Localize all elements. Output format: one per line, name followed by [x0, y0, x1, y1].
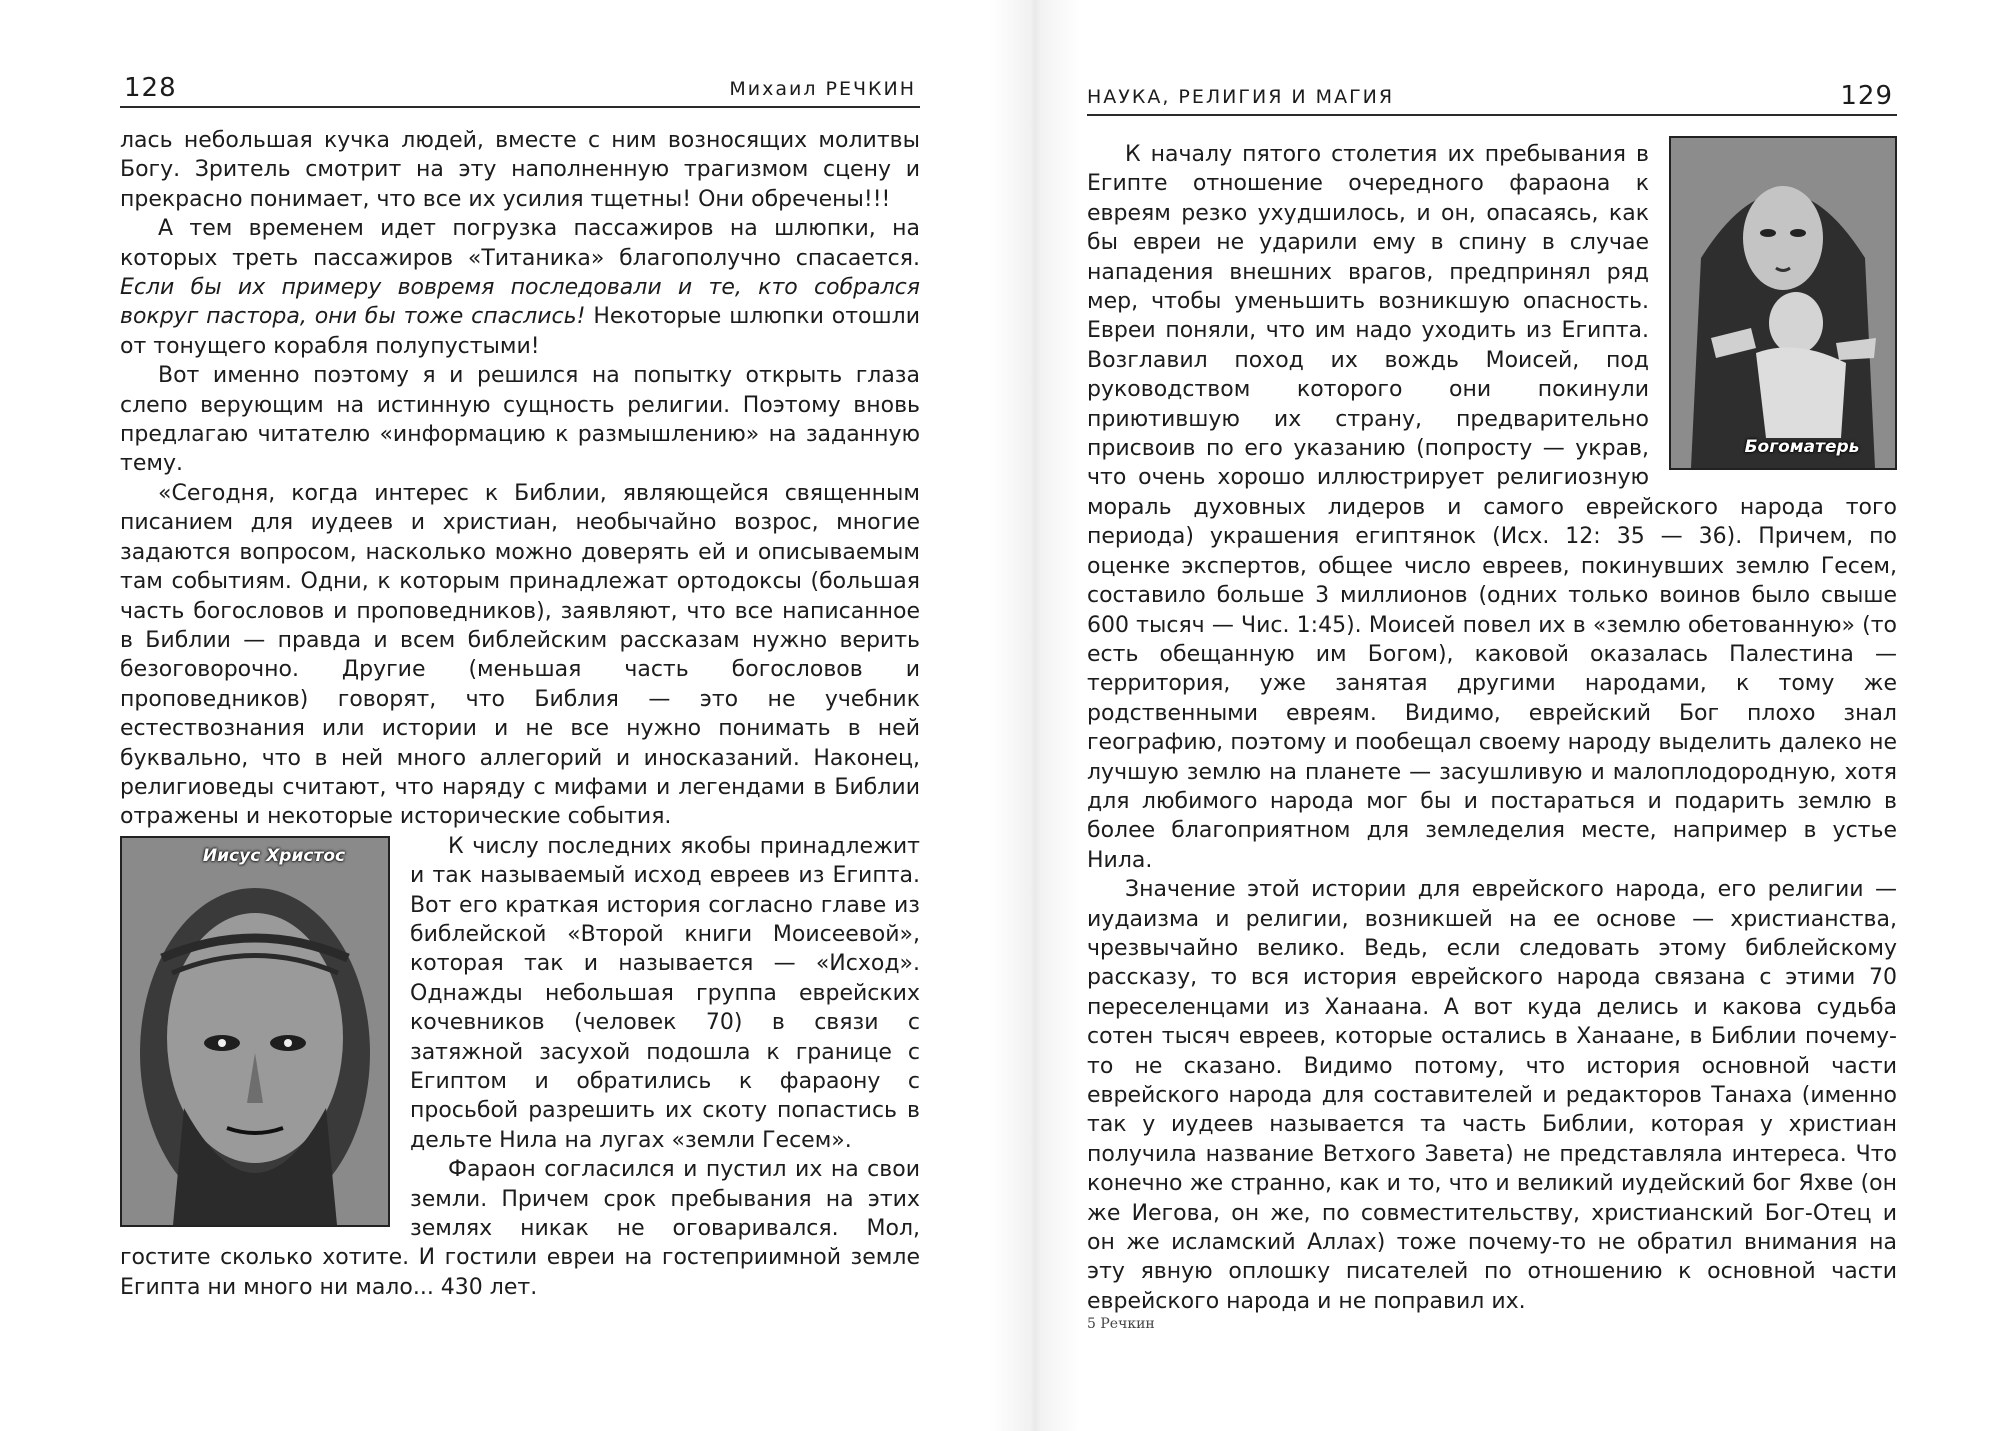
paragraph: [120, 832, 920, 1155]
paragraph-text: К числу последних якобы принадлежит и так называемый исход евреев из Египта. Вот его краткая история согласно главе из библейской «Второй книги Моисеевой», которая так и называется — «Исход». Однажды небольшая группа еврейских кочевников (человек 70) в связи с затяжной засухой подошла к границе с Египтом и обратились к фараону с просьбой разрешить их скоту попастись в дельте Нила на лугах «земли Гесем».: [410, 833, 920, 1153]
paragraph: [1087, 140, 1897, 875]
italic-text: Если бы их примеру вовремя последовали и те, кто собрался вокруг пастора, они бы тоже спаслись!: [120, 275, 920, 330]
left-running-head: Михаил РЕЧКИН: [729, 78, 916, 100]
left-running-header: [120, 70, 920, 108]
jesus-portrait-image: [122, 838, 388, 1225]
right-running-header: [1087, 78, 1897, 116]
figure-mary: [1669, 136, 1897, 470]
paragraph-text: К началу пятого столетия их пребывания в Египте отношение очередного фараона к евреям резко ухудшилось, и он, опасаясь, как бы евреи не ударили ему в спину в случае нападения внешних врагов, предпринял ряд мер, чтобы уменьшить возникшую опасность. Евреи поняли, что им надо уходить из Египта. Возглавил поход их вождь Моисей, под руководством которого они покинули приютившую их страну, предварительно присвоив по его указанию (попросту — украв, что очень хорошо иллюстрирует религиозную мораль духовных лидеров и самого еврейского народа того периода) украшения египтянок (Исх. 12: 35 — 36). Причем, по оценке экспертов, общее число евреев, покинувших землю Гесем, составило больше 3 миллионов (одних только воинов было свыше 600 тысяч — Чис. 1:45). Моисей повел их в «землю обетованную» (то есть обещанную им Богом), каковой оказалась Палестина — территория, уже занятая другими народами, к тому же родственными евреям. Видимо, еврейский Бог плохо знал географию, поэтому и пообещал своему народу выделить далеко не лучшую землю на планете — засушливую и малоплодородную, хотя для любимого народа мог бы и постараться и подарить землю в более благоприятном для земледелия месте, например в устье Нила.: [1087, 142, 1897, 873]
paragraph: [120, 214, 920, 361]
right-page-number: 129: [1840, 81, 1893, 111]
right-page-text: [1087, 140, 1897, 1316]
figure-caption: Богоматерь: [1744, 436, 1860, 457]
signature-mark: 5 Речкин: [1087, 1316, 1155, 1332]
right-page: [1087, 0, 1897, 1431]
paragraph: Значение этой истории для еврейского народа, его религии — иудаизма и религии, возникшей на ее основе — христианства, чрезвычайно велико. Ведь, если следовать этому библейскому рассказу, то вся история еврейского народа связана с этими 70 переселенцами из Ханаана. А вот куда делись и какова судьба сотен тысяч евреев, которые остались в Ханаане, в Библии почему-то не сказано. Видимо потому, что история основной части еврейского народа для составителей и редакторов Танаха (именно так у иудеев называется та часть Библии, которая у христиан получила название Ветхого Завета) не представляла интереса. Что конечно же странно, как и то, что и великий иудейский бог Яхве (он же Иегова, он же, по совместительству, христианский Бог-Отец и он же исламский Аллах) тоже почему-то не обратил внимания на эту явную оплошку писателей по отношению к основной части еврейского народа и не поправил их.: [1087, 877, 1897, 1314]
left-page-text: [120, 126, 920, 1302]
madonna-icon-image: [1671, 138, 1895, 468]
figure-jesus: [120, 836, 390, 1227]
left-page-number: 128: [124, 73, 177, 103]
left-page: [120, 0, 920, 1431]
book-gutter: [990, 0, 1080, 1431]
paragraph: Вот именно поэтому я и решился на попытку открыть глаза слепо верующим на истинную сущность религии. Поэтому вновь предлагаю читателю «информацию к размышлению» на заданную тему.: [120, 363, 920, 477]
paragraph: «Сегодня, когда интерес к Библии, являющейся священным писанием для иудеев и христиан, необычайно возрос, многие задаются вопросом, насколько можно доверять ей и описываемым там событиям. Одни, к которым принадлежат ортодоксы (большая часть богословов и проповедников), заявляют, что все написанное в Библии — правда и всем библейским рассказам нужно верить безоговорочно. Другие (меньшая часть богословов и проповедников) говорят, что Библия — это не учебник естествознания или истории и не все нужно понимать в ней буквально, что в ней много аллегорий и иносказаний. Наконец, религиоведы считают, что наряду с мифами и легендами в Библии отражены и некоторые исторические события.: [120, 480, 920, 830]
paragraph: Фараон согласился и пустил их на свои земли. Причем срок пребывания на этих землях никак не оговаривался. Мол, гостите сколько хотите. И гостили евреи на гостеприимной земле Египта ни много ни мало... 430 лет.: [120, 1157, 920, 1300]
paragraph: лась небольшая кучка людей, вместе с ним возносящих молитвы Богу. Зритель смотрит на эту наполненную трагизмом сцену и прекрасно понимает, что все их усилия тщетны! Они обречены!!!: [120, 128, 920, 212]
figure-caption: Иисус Христос: [202, 845, 346, 866]
paragraph-text: А тем временем идет погрузка пассажиров на шлюпки, на которых треть пассажиров «Титаника» благополучно спасается.: [120, 216, 920, 271]
paragraph-text: Некоторые шлюпки отошли от тонущего корабля полупустыми!: [120, 304, 920, 359]
right-running-head: НАУКА, РЕЛИГИЯ И МАГИЯ: [1087, 86, 1395, 108]
